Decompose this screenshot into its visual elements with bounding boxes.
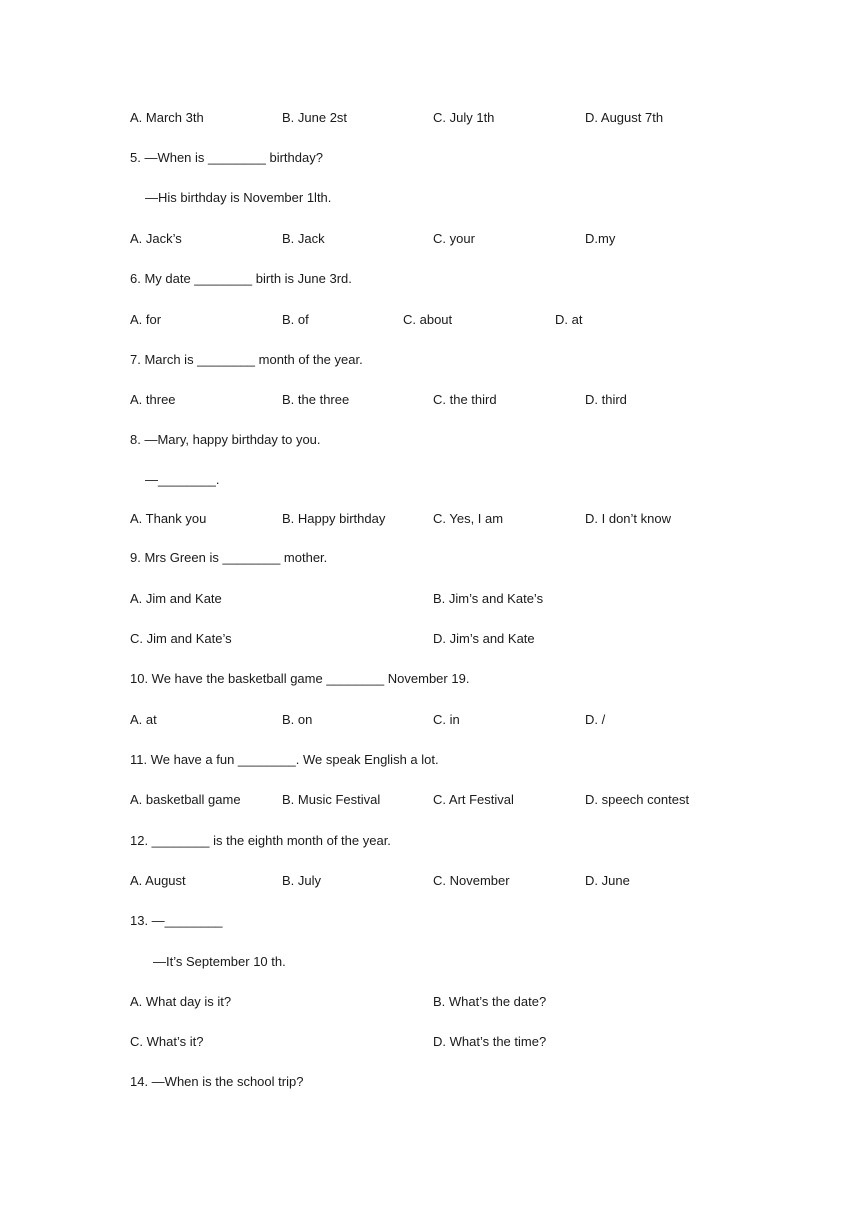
option-a: A. Jack’s bbox=[130, 231, 182, 246]
option-d: D. June bbox=[585, 873, 630, 888]
option-b: B. Jack bbox=[282, 231, 325, 246]
question-12: 12. ________ is the eighth month of the year. bbox=[130, 833, 391, 848]
option-c: C. Yes, I am bbox=[433, 511, 504, 526]
option-c: C. in bbox=[433, 712, 460, 727]
option-c: C. your bbox=[433, 231, 475, 246]
option-b: B. of bbox=[282, 312, 309, 327]
question-13-answer-line: —It’s September 10 th. bbox=[153, 954, 286, 969]
option-d: D. Jim’s and Kate bbox=[433, 631, 535, 646]
question-8-answer-line: —________. bbox=[145, 472, 220, 487]
option-d: D. / bbox=[585, 712, 606, 727]
option-c: C. July 1th bbox=[433, 110, 495, 125]
question-11: 11. We have a fun ________. We speak English a lot. bbox=[130, 752, 439, 767]
option-b: B. the three bbox=[282, 392, 350, 407]
question-10: 10. We have the basketball game ________ November 19. bbox=[130, 671, 470, 686]
option-d: D. at bbox=[555, 312, 583, 327]
option-c: C. What’s it? bbox=[130, 1034, 204, 1049]
option-b: B. Music Festival bbox=[282, 792, 381, 807]
option-a: A. Jim and Kate bbox=[130, 591, 222, 606]
question-7: 7. March is ________ month of the year. bbox=[130, 352, 363, 367]
question-14: 14. —When is the school trip? bbox=[130, 1074, 304, 1089]
question-5: 5. —When is ________ birthday? bbox=[130, 150, 323, 165]
option-d: D. What’s the time? bbox=[433, 1034, 547, 1049]
option-c: C. the third bbox=[433, 392, 497, 407]
option-b: B. July bbox=[282, 873, 322, 888]
option-d: D. August 7th bbox=[585, 110, 664, 125]
question-9: 9. Mrs Green is ________ mother. bbox=[130, 550, 328, 565]
option-a: A. Thank you bbox=[130, 511, 207, 526]
option-a: A. at bbox=[130, 712, 157, 727]
question-6: 6. My date ________ birth is June 3rd. bbox=[130, 271, 352, 286]
question-13: 13. —________ bbox=[130, 913, 223, 928]
question-5-answer-line: —His birthday is November 1lth. bbox=[145, 190, 332, 205]
option-d: D. speech contest bbox=[585, 792, 690, 807]
option-a: A. What day is it? bbox=[130, 994, 232, 1009]
option-b: B. Jim’s and Kate’s bbox=[433, 591, 544, 606]
option-a: A. basketball game bbox=[130, 792, 241, 807]
option-a: A. three bbox=[130, 392, 176, 407]
option-b: B. What’s the date? bbox=[433, 994, 547, 1009]
option-b: B. June 2st bbox=[282, 110, 348, 125]
option-b: B. Happy birthday bbox=[282, 511, 386, 526]
option-d: D. I don’t know bbox=[585, 511, 671, 526]
question-8: 8. —Mary, happy birthday to you. bbox=[130, 432, 321, 447]
option-b: B. on bbox=[282, 712, 313, 727]
option-a: A. August bbox=[130, 873, 186, 888]
option-d: D.my bbox=[585, 231, 616, 246]
option-c: C. November bbox=[433, 873, 510, 888]
option-c: C. Jim and Kate’s bbox=[130, 631, 232, 646]
option-c: C. about bbox=[403, 312, 453, 327]
option-a: A. March 3th bbox=[130, 110, 204, 125]
option-c: C. Art Festival bbox=[433, 792, 514, 807]
option-d: D. third bbox=[585, 392, 627, 407]
option-a: A. for bbox=[130, 312, 162, 327]
